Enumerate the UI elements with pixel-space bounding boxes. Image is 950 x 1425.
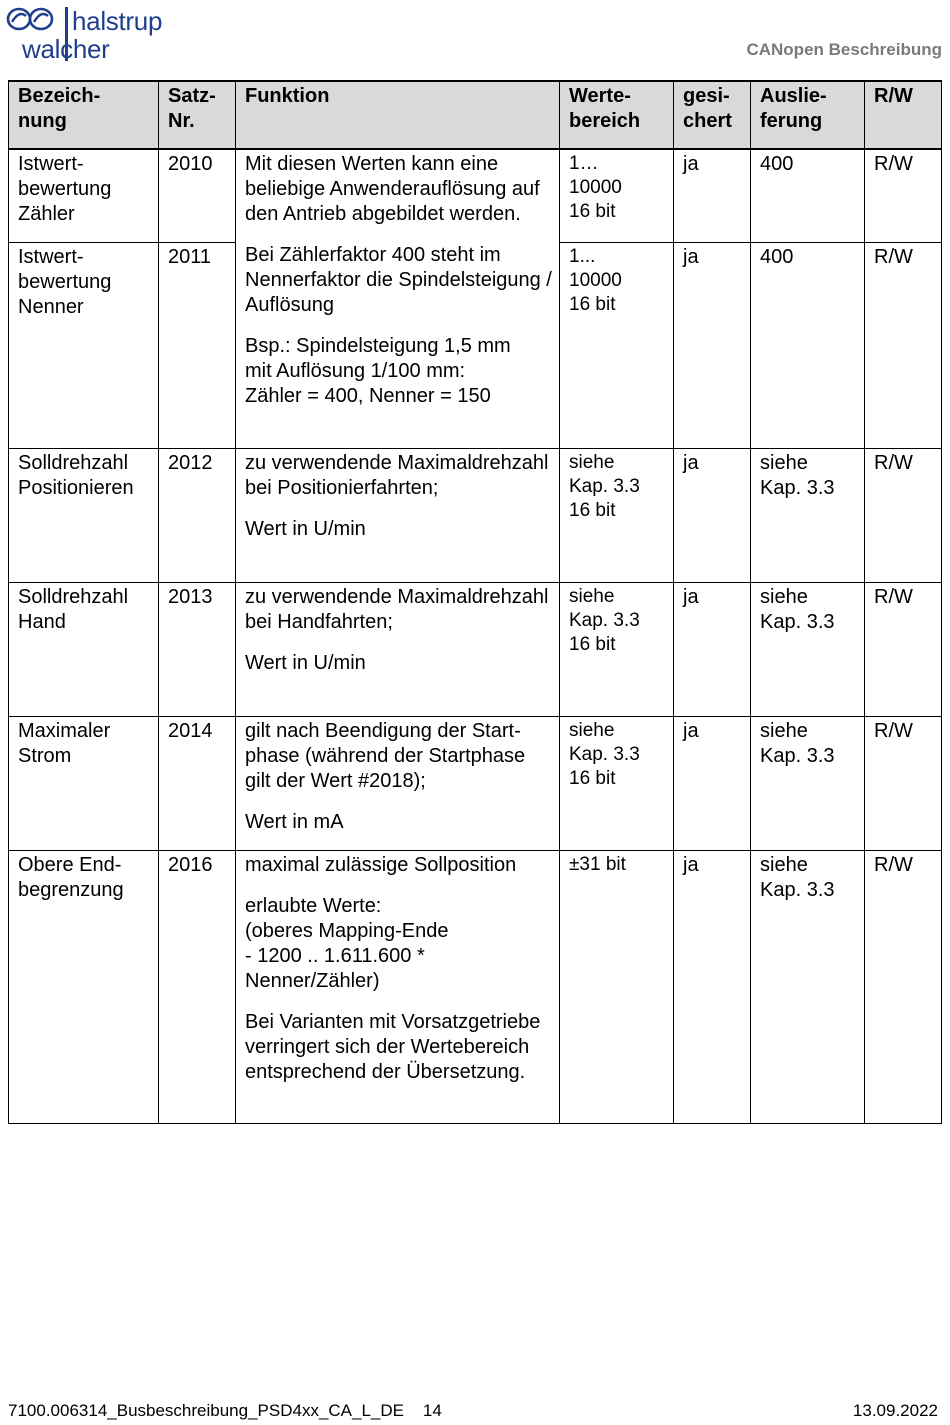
cell-rw: R/W [865, 242, 942, 448]
cell-gesichert: ja [674, 850, 751, 1123]
funktion-paragraph: zu verwendende Maximaldrehzahl bei Handfahrten; [245, 585, 549, 633]
funktion-paragraph: Wert in mA [245, 810, 344, 833]
cell-auslieferung: siehe Kap. 3.3 [751, 582, 865, 716]
cell-wertebereich: 1… 10000 16 bit [560, 149, 674, 242]
footer-date: 13.09.2022 [852, 1401, 938, 1420]
cell-bezeichnung: Istwert- bewertung Nenner [9, 242, 159, 448]
cell-satz-nr: 2011 [159, 242, 236, 448]
cell-rw: R/W [865, 582, 942, 716]
cell-bezeichnung: Maximaler Strom [9, 716, 159, 850]
logo-text-line1: halstrup [72, 6, 163, 36]
cell-satz-nr: 2012 [159, 448, 236, 582]
cell-rw: R/W [865, 850, 942, 1123]
cell-auslieferung: 400 [751, 242, 865, 448]
funktion-paragraph: gilt nach Beendigung der Start- phase (während der Startphase gilt der Wert #2018); [245, 719, 526, 792]
header-gesichert: gesi- chert [674, 81, 751, 149]
parameter-table [8, 80, 942, 1124]
cell-funktion [236, 448, 560, 582]
cell-bezeichnung: Solldrehzahl Hand [9, 582, 159, 716]
cell-rw: R/W [865, 448, 942, 582]
cell-wertebereich: ±31 bit [560, 850, 674, 1123]
cell-wertebereich: siehe Kap. 3.3 16 bit [560, 582, 674, 716]
cell-auslieferung: 400 [751, 149, 865, 242]
footer-doc-id: 7100.006314_Busbeschreibung_PSD4xx_CA_L_DE 14 [8, 1401, 442, 1420]
header-bezeichnung: Bezeich- nung [9, 81, 159, 149]
table-header-row [9, 81, 942, 149]
cell-bezeichnung: Solldrehzahl Positionieren [9, 448, 159, 582]
table-row [9, 716, 942, 850]
cell-gesichert: ja [674, 242, 751, 448]
header-auslieferung: Auslie- ferung [751, 81, 865, 149]
cell-rw: R/W [865, 149, 942, 242]
cell-gesichert: ja [674, 716, 751, 850]
cell-satz-nr: 2014 [159, 716, 236, 850]
funktion-paragraph: erlaubte Werte: (oberes Mapping-Ende - 1200 .. 1.611.600 * Nenner/Zähler) [245, 894, 449, 992]
cell-auslieferung: siehe Kap. 3.3 [751, 850, 865, 1123]
header-funktion: Funktion [236, 81, 560, 149]
cell-wertebereich: 1... 10000 16 bit [560, 242, 674, 448]
funktion-paragraph: Bei Varianten mit Vorsatzgetriebe verringert sich der Wertebereich entsprechend der Übersetzung. [245, 1010, 541, 1083]
cell-bezeichnung: Obere End- begrenzung [9, 850, 159, 1123]
cell-rw: R/W [865, 716, 942, 850]
cell-bezeichnung: Istwert- bewertung Zähler [9, 149, 159, 242]
funktion-paragraph: Bsp.: Spindelsteigung 1,5 mm mit Auflösung 1/100 mm: Zähler = 400, Nenner = 150 [245, 335, 511, 407]
table-row [9, 850, 942, 1123]
cell-funktion [236, 850, 560, 1123]
funktion-paragraph: maximal zulässige Sollposition [245, 853, 517, 876]
cell-gesichert: ja [674, 582, 751, 716]
cell-auslieferung: siehe Kap. 3.3 [751, 448, 865, 582]
funktion-paragraph: Wert in U/min [245, 651, 366, 674]
cell-gesichert: ja [674, 149, 751, 242]
funktion-paragraph: Wert in U/min [245, 517, 366, 540]
logo-mark-icon [6, 6, 56, 32]
header-wertebereich: Werte- bereich [560, 81, 674, 149]
funktion-paragraph: Mit diesen Werten kann eine beliebige Anwenderauflösung auf den Antrieb abgebildet werden. [245, 153, 540, 225]
cell-wertebereich: siehe Kap. 3.3 16 bit [560, 448, 674, 582]
cell-funktion [236, 149, 560, 448]
document-title: CANopen Beschreibung [746, 40, 942, 59]
cell-satz-nr: 2013 [159, 582, 236, 716]
cell-satz-nr: 2010 [159, 149, 236, 242]
table-row [9, 582, 942, 716]
cell-gesichert: ja [674, 448, 751, 582]
cell-auslieferung: siehe Kap. 3.3 [751, 716, 865, 850]
header-rw: R/W [865, 81, 942, 149]
cell-wertebereich: siehe Kap. 3.3 16 bit [560, 716, 674, 850]
funktion-paragraph: Bei Zählerfaktor 400 steht im Nennerfaktor die Spindelsteigung / Auflösung [245, 244, 552, 316]
table-row [9, 448, 942, 582]
company-logo [6, 4, 181, 62]
cell-funktion [236, 582, 560, 716]
cell-funktion [236, 716, 560, 850]
logo-text-line2: walcher [22, 34, 110, 64]
cell-satz-nr: 2016 [159, 850, 236, 1123]
funktion-paragraph: zu verwendende Maximaldrehzahl bei Positionierfahrten; [245, 451, 549, 499]
header-satz-nr: Satz- Nr. [159, 81, 236, 149]
table-row [9, 149, 942, 242]
